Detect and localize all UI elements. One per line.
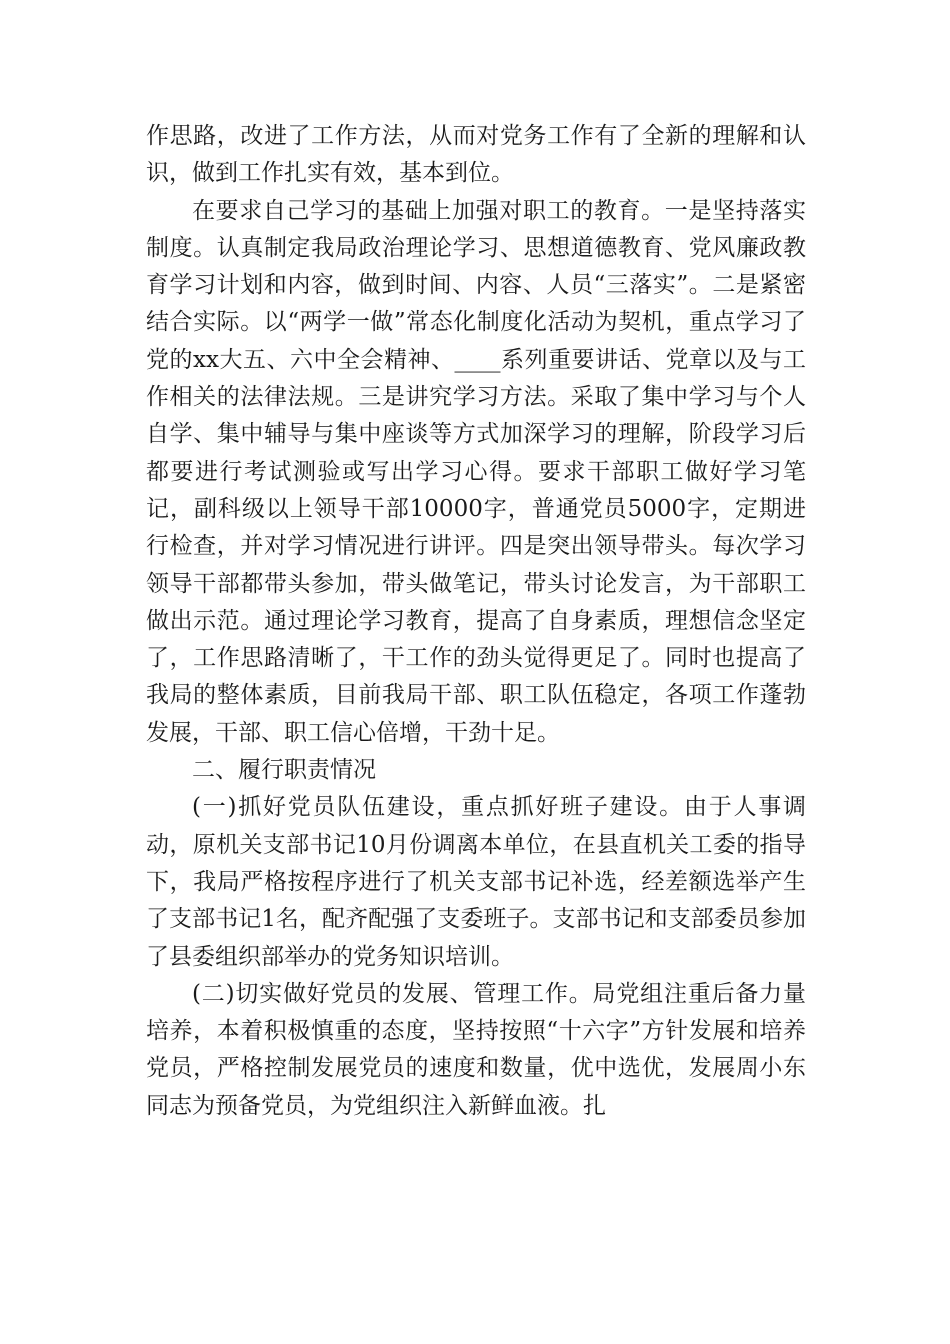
document-page [146,118,806,1125]
paragraph-study-education: 在要求自己学习的基础上加强对职工的教育。一是坚持落实制度。认真制定我局政治理论学习、思想道德教育、党风廉政教育学习计划和内容，做到时间、内容、人员“三落实”。二是紧密结合实际。以“两学一做”常态化制度化活动为契机，重点学习了党的xx大五、六中全会精神、____系列重要讲话、党章以及与工作相关的法律法规。三是讲究学习方法。采取了集中学习与个人自学、集中辅导与集中座谈等方式加深学习的理解，阶段学习后都要进行考试测验或写出学习心得。要求干部职工做好学习笔记，副科级以上领导干部10000字，普通党员5000字，定期进行检查，并对学习情况进行讲评。四是突出领导带头。每次学习领导干部都带头参加，带头做笔记，带头讨论发言，为干部职工做出示范。通过理论学习教育，提高了自身素质，理想信念坚定了，工作思路清晰了，干工作的劲头觉得更足了。同时也提高了我局的整体素质，目前我局干部、职工队伍稳定，各项工作蓬勃发展，干部、职工信心倍增，干劲十足。 [146,197,806,746]
section-heading-duties: 二、履行职责情况 [192,757,376,784]
paragraph-continuation: 作思路，改进了工作方法，从而对党务工作有了全新的理解和认识，做到工作扎实有效，基本到位。 [146,123,806,187]
paragraph-team-building: (一)抓好党员队伍建设，重点抓好班子建设。由于人事调动，原机关支部书记10月份调离本单位，在县直机关工委的指导下，我局严格按程序进行了机关支部书记补选，经差额选举产生了支部书记1名，配齐配强了支委班子。支部书记和支部委员参加了县委组织部举办的党务知识培训。 [146,794,806,970]
paragraph-member-development: (二)切实做好党员的发展、管理工作。局党组注重后备力量培养，本着积极慎重的态度，坚持按照“十六字”方针发展和培养党员，严格控制发展党员的速度和数量，优中选优，发展周小东同志为预备党员，为党组织注入新鲜血液。扎 [146,980,806,1119]
